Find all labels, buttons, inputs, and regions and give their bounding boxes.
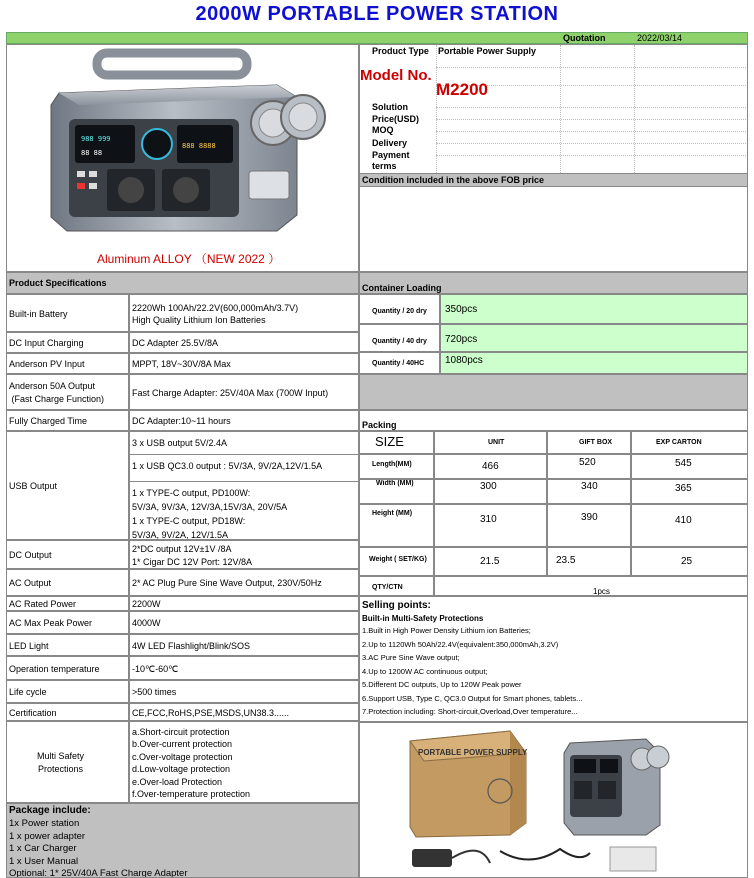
svg-text:88 88: 88 88: [81, 149, 103, 157]
selling-points: Selling points: Built-in Multi-Safety Protections 1.Built in High Power Density Lithium ion Batteries; 2.Up to 1120Wh 50Ah/22.4V(equivalent:350,000mAh,3.2V) 3.AC Pure Sine Wave output; 4.Up to 1200W AC continuous output; 5.Different DC outputs, Up to 120W Peak power 6.Support USB, Type C, QC3.0 Output for Smart phones, tablets... 7.Protection including: Short-circuit,Overload,Over temperature...: [359, 596, 748, 722]
selling-point: 2.Up to 1120Wh 50Ah/22.4V(equivalent:350,000mAh,3.2V): [362, 639, 559, 649]
power-station-image: [7, 45, 358, 271]
package-item: 1 x User Manual: [9, 855, 79, 867]
usb-output-line: 1 x TYPE-C output, PD100W: 5V/3A, 9V/3A, 12V/3A,15V/3A, 20V/5A 1 x TYPE-C output, PD18W: 5V/3A, 9V/2A, 12V/1.5A: [130, 481, 358, 540]
spec-value: 2*DC output 12V±1V /8A 1* Cigar DC 12V Port: 12V/8A: [129, 540, 359, 569]
packing-cell: 300: [434, 479, 547, 504]
package-item: 1 x power adapter: [9, 830, 86, 842]
packing-col-unit: UNIT: [434, 431, 547, 454]
packing-col-carton: EXP CARTON: [631, 431, 748, 454]
selling-point: 4.Up to 1200W AC continuous output;: [362, 666, 488, 676]
spec-label: Certification: [6, 703, 129, 721]
product-image-panel: [6, 44, 359, 272]
spec-label: Anderson 50A Output (Fast Charge Function): [6, 374, 129, 410]
spec-label: AC Max Peak Power: [6, 611, 129, 634]
container-row-label: Quantity / 20 dry: [359, 294, 440, 324]
package-item: 1x Power station: [9, 818, 80, 829]
spec-value: 2220Wh 100Ah/22.2V(600,000mAh/3.7V) High Quality Lithium Ion Batteries: [129, 294, 359, 332]
price-label: Price(USD): [372, 114, 420, 124]
spec-label: AC Rated Power: [6, 596, 129, 611]
product-type-value: Portable Power Supply: [438, 46, 537, 56]
svg-text:888 8888: 888 8888: [182, 142, 216, 150]
packaging-image: [360, 723, 747, 877]
spec-label: LED Light: [6, 634, 129, 656]
container-row-value: 720pcs: [440, 324, 748, 352]
product-type-label: Product Type: [372, 46, 429, 56]
package-header: Package include:: [9, 805, 91, 816]
packing-cell: 23.5: [547, 547, 631, 576]
selling-subheader: Built-in Multi-Safety Protections: [362, 614, 484, 623]
packing-row-label: Length(MM): [359, 454, 434, 479]
packing-row-label: Width (MM): [359, 479, 434, 504]
spec-value: a.Short-circuit protection b.Over-current protection c.Over-voltage protection d.Low-voltage protection e.Over-load Protection f.Over-temperature protection: [129, 721, 359, 803]
model-label: Model No.: [360, 67, 432, 84]
spec-value: 4000W: [129, 611, 359, 634]
spec-value: DC Adapter 25.5V/8A: [129, 332, 359, 353]
delivery-label: Delivery: [372, 138, 408, 148]
spec-label: Life cycle: [6, 680, 129, 703]
packing-size-label: SIZE: [359, 431, 434, 454]
spec-label: Multi Safety Protections: [6, 721, 129, 803]
packing-cell: 340: [547, 479, 631, 504]
solution-label: Solution: [372, 102, 408, 112]
spec-label: Operation temperature: [6, 656, 129, 680]
spec-label: Built-in Battery: [6, 294, 129, 332]
spec-label: USB Output: [6, 431, 129, 540]
quotation-bar: [6, 32, 748, 44]
quotation-label: Quotation: [563, 33, 606, 43]
spec-value: Fast Charge Adapter: 25V/40A Max (700W Input): [129, 374, 359, 410]
spec-value: CE,FCC,RoHS,PSE,MSDS,UN38.3......: [129, 703, 359, 721]
packing-cell: 390: [547, 504, 631, 547]
spec-value: DC Adapter:10~11 hours: [129, 410, 359, 431]
packing-qty-value: 1pcs: [434, 576, 748, 596]
packing-cell: 310: [434, 504, 547, 547]
package-item: 1 x Car Charger: [9, 843, 77, 854]
usb-output-line: 1 x USB QC3.0 output : 5V/3A, 9V/2A,12V/1.5A: [130, 454, 358, 481]
container-row-label: Quantity / 40HC: [359, 352, 440, 374]
packing-cell: 25: [631, 547, 748, 576]
packing-cell: 21.5: [434, 547, 547, 576]
packing-header: Packing: [359, 410, 748, 431]
container-header: Container Loading: [359, 272, 748, 294]
spec-label: DC Output: [6, 540, 129, 569]
selling-point: 7.Protection including: Short-circuit,Overload,Over temperature...: [362, 707, 578, 716]
spec-label: AC Output: [6, 569, 129, 596]
package-section: [6, 803, 359, 878]
document-title: 2000W PORTABLE POWER STATION: [195, 3, 559, 25]
container-row-value: 350pcs: [440, 294, 748, 324]
model-value: M2200: [436, 80, 488, 99]
packing-col-giftbox: GIFT BOX: [547, 431, 631, 454]
selling-point: 1.Built in High Power Density Lithium ion Batteries;: [362, 626, 531, 635]
packing-row-label: Weight ( SET/KG): [359, 547, 434, 576]
specs-header: Product Specifications: [6, 272, 359, 294]
payment-label: Payment terms: [372, 150, 410, 171]
packing-cell: 545: [631, 454, 748, 479]
quotation-date: 2022/03/14: [637, 33, 683, 43]
spec-value: >500 times: [129, 680, 359, 703]
spec-label: DC Input Charging: [6, 332, 129, 353]
container-row-label: Quantity / 40 dry: [359, 324, 440, 352]
packing-row-label: Height (MM): [359, 504, 434, 547]
packing-qty-label: QTY/CTN: [359, 576, 434, 596]
spec-label: Anderson PV Input: [6, 353, 129, 374]
image-caption: Aluminum ALLOY （NEW 2022 ）: [97, 252, 281, 266]
container-spacer: [359, 374, 748, 410]
spec-value: MPPT, 18V~30V/8A Max: [129, 353, 359, 374]
container-row-value: 1080pcs: [440, 352, 748, 374]
package-item: Optional: 1* 25V/40A Fast Charge Adapter: [9, 868, 188, 878]
packing-cell: 466: [434, 454, 547, 479]
spec-value: 2200W: [129, 596, 359, 611]
svg-text:988 999: 988 999: [81, 135, 111, 143]
moq-label: MOQ: [372, 125, 394, 135]
spec-value: -10℃-60℃: [129, 656, 359, 680]
selling-point: 5.Different DC outputs, Up to 120W Peak power: [362, 680, 522, 689]
condition-header: Condition included in the above FOB price: [360, 173, 748, 187]
product-info-panel: [359, 44, 748, 272]
usb-output-line: 3 x USB output 5V/2.4A: [132, 438, 228, 448]
spec-value: 4W LED Flashlight/Blink/SOS: [129, 634, 359, 656]
packing-cell: 410: [631, 504, 748, 547]
packing-cell: 520: [547, 454, 631, 479]
spec-value: [129, 431, 359, 540]
product-box-image-panel: [359, 722, 748, 878]
spec-value: 2* AC Plug Pure Sine Wave Output, 230V/50Hz: [129, 569, 359, 596]
selling-point: 6.Support USB, Type C, QC3.0 Output for Smart phones, tablets...: [362, 693, 583, 703]
packing-cell: 365: [631, 479, 748, 504]
selling-point: 3.AC Pure Sine Wave output;: [362, 653, 460, 662]
spec-label: Fully Charged Time: [6, 410, 129, 431]
box-label: PORTABLE POWER SUPPLY: [418, 748, 528, 757]
